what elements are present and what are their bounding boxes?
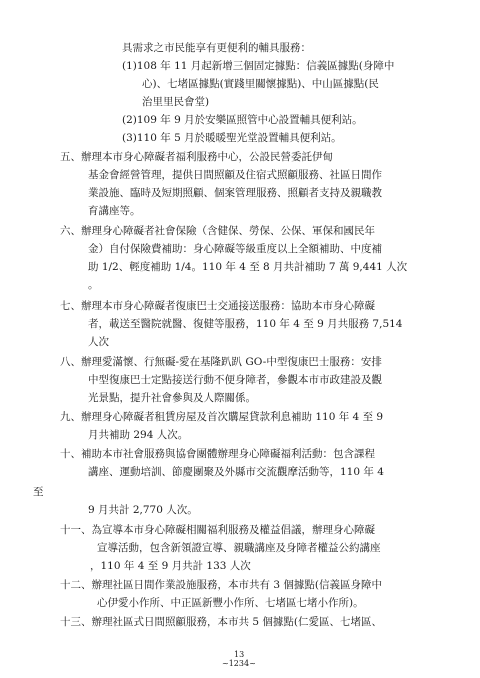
page-number: 13 xyxy=(234,650,245,659)
text-line: 光景點，提升社會參與及人際關係。 xyxy=(88,392,256,404)
text-line: 人次 xyxy=(88,336,109,348)
text-line: 講座、運動培訓、節慶團聚及外縣市交流觀摩活動等，110 年 4 xyxy=(88,466,384,478)
text-line: 具需求之市民能享有更便利的輔具服務： xyxy=(122,42,311,54)
text-line: 宣導活動，包含新領證宣導、親職講座及身障者權益公約講座 xyxy=(97,542,381,554)
section-10-heading: 十、補助本市社會服務與協會團體辦理身心障礙福利活動：包含課程 xyxy=(60,448,375,460)
text-line: 助 1/2、輕度補助 1/4。110 年 4 至 8 月共計補助 7 萬 9,441 人次 xyxy=(88,261,408,273)
section-12-heading: 十二、辦理社區日間作業設施服務，本市共有 3 個據點(信義區身障中 xyxy=(60,579,382,591)
text-line: 育講座等。 xyxy=(88,205,141,217)
section-7-heading: 七、辦理本市身心障礙者復康巴士交通接送服務：協助本市身心障礙 xyxy=(60,300,375,312)
section-13-heading: 十三、辦理社區式日間照顧服務，本市共 5 個據點(仁愛區、七堵區、 xyxy=(60,616,382,628)
section-8-heading: 八、辦理愛滿懷、行無礙-愛在基隆趴趴 GO-中型復康巴士服務：安排 xyxy=(60,356,382,368)
text-line: 9 月共計 2,770 人次。 xyxy=(88,504,198,516)
text-line: 心伊愛小作所、中正區新豐小作所、七堵區七堵小作所)。 xyxy=(97,597,364,609)
text-line: 。 xyxy=(88,279,99,291)
book-page-number: ~1234~ xyxy=(222,659,256,668)
section-11-heading: 十一、為宣導本市身心障礙相關福利服務及權益倡議，辦理身心障礙 xyxy=(60,524,375,536)
list-item-2: (2)109 年 9 月於安樂區照管中心設置輔具便利站。 xyxy=(122,114,363,126)
text-line: 基金會經營管理，提供日間照顧及住宿式照顧服務、社區日間作 xyxy=(88,169,382,181)
list-item-1: (1)108 年 11 月起新增三個固定據點：信義區據點(身障中 xyxy=(122,60,395,72)
text-line: 治里里民會堂) xyxy=(142,96,210,108)
text-line: 月共補助 294 人次。 xyxy=(88,429,189,441)
text-line: 至 xyxy=(33,486,44,498)
text-line: 業設施、臨時及短期照顧、個案管理服務、照顧者支持及親職教 xyxy=(88,187,382,199)
text-line: 中型復康巴士定點接送行動不便身障者，參觀本市市政建設及觀 xyxy=(88,374,382,386)
section-5-heading: 五、辦理本市身心障礙者福利服務中心，公設民營委託伊甸 xyxy=(60,151,333,163)
text-line: ，110 年 4 至 9 月共計 133 人次 xyxy=(90,560,251,572)
section-6-heading: 六、辦理身心障礙者社會保險（含健保、勞保、公保、軍保和國民年 xyxy=(60,225,375,237)
text-line: 者，載送至醫院就醫、復健等服務，110 年 4 至 9 月共服務 7,514 xyxy=(88,318,403,330)
section-9-heading: 九、辦理身心障礙者租賃房屋及首次購屋貸款利息補助 110 年 4 至 9 xyxy=(60,411,384,423)
text-line: 心)、七堵區據點(實踐里關懷據點)、中山區據點(民 xyxy=(142,78,379,90)
list-item-3: (3)110 年 5 月於暖暖聖光堂設置輔具便利站。 xyxy=(122,132,342,144)
text-line: 金）自付保險費補助：身心障礙等級重度以上全額補助、中度補 xyxy=(88,243,382,255)
